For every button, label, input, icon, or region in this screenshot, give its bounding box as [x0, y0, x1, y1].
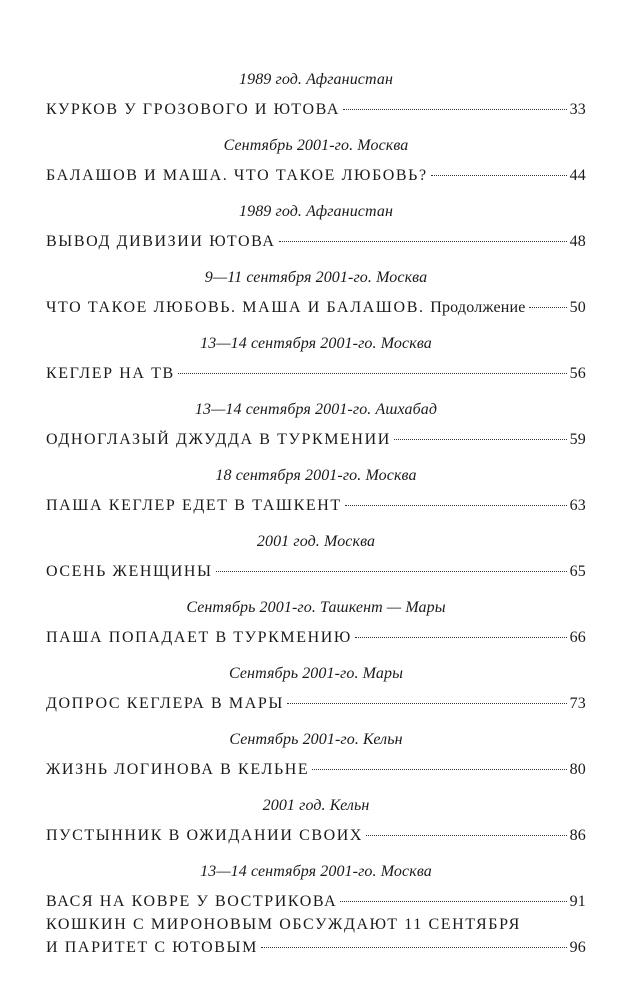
dot-leader — [261, 947, 567, 948]
entry-title: ОСЕНЬ ЖЕНЩИНЫ — [46, 563, 213, 580]
table-of-contents — [46, 70, 586, 959]
dot-leader — [394, 439, 567, 440]
dot-leader — [340, 901, 566, 902]
entry-title: ВАСЯ НА КОВРЕ У ВОСТРИКОВА — [46, 893, 338, 910]
page-number: 48 — [569, 233, 586, 250]
toc-entry — [46, 627, 586, 649]
dot-leader — [529, 307, 567, 308]
section-heading: Сентябрь 2001-го. Мары — [228, 665, 404, 682]
page-number: 91 — [569, 893, 586, 910]
page-number: 96 — [569, 939, 586, 956]
toc-entry — [46, 495, 586, 517]
section-heading: Сентябрь 2001-го. Кельн — [229, 731, 403, 748]
toc-entry — [46, 231, 586, 253]
entry-title: ЖИЗНЬ ЛОГИНОВА В КЕЛЬНЕ — [46, 761, 310, 778]
page-number: 73 — [569, 695, 586, 712]
toc-entry — [46, 891, 586, 913]
dot-leader — [343, 109, 567, 110]
entry-subtitle: Продолжение — [430, 299, 526, 316]
section-heading: 13—14 сентября 2001-го. Москва — [200, 335, 432, 352]
dot-leader — [178, 373, 567, 374]
dot-leader — [216, 571, 567, 572]
entry-title: КЕГЛЕР НА ТВ — [46, 365, 175, 382]
toc-entry — [46, 937, 586, 959]
toc-section — [46, 70, 586, 121]
toc-entry — [46, 561, 586, 583]
entry-title — [46, 297, 526, 319]
dot-leader — [312, 769, 566, 770]
section-heading: 18 сентября 2001-го. Москва — [215, 467, 417, 484]
section-heading: 1989 год. Афганистан — [239, 71, 393, 88]
toc-section — [46, 664, 586, 715]
page-number: 59 — [569, 431, 586, 448]
toc-entry — [46, 297, 586, 319]
toc-section — [46, 202, 586, 253]
entry-title: ПУСТЫННИК В ОЖИДАНИИ СВОИХ — [46, 827, 364, 844]
toc-entry — [46, 693, 586, 715]
page-number: 86 — [569, 827, 586, 844]
section-heading: 9—11 сентября 2001-го. Москва — [204, 269, 428, 286]
toc-entry — [46, 429, 586, 451]
toc-entry-multiline — [46, 914, 586, 959]
page-number: 66 — [569, 629, 586, 646]
toc-section — [46, 466, 586, 517]
toc-section — [46, 796, 586, 847]
dot-leader — [431, 175, 567, 176]
toc-section — [46, 400, 586, 451]
entry-title: И ПАРИТЕТ С ЮТОВЫМ — [46, 939, 258, 956]
toc-section — [46, 862, 586, 959]
section-heading: Сентябрь 2001-го. Ташкент — Мары — [186, 599, 446, 616]
entry-title-line1: КОШКИН С МИРОНОВЫМ ОБСУЖДАЮТ 11 СЕНТЯБРЯ — [46, 916, 521, 933]
page-number: 44 — [569, 167, 586, 184]
toc-entry — [46, 99, 586, 121]
toc-entry — [46, 165, 586, 187]
entry-title: ПАША КЕГЛЕР ЕДЕТ В ТАШКЕНТ — [46, 497, 342, 514]
section-heading: Сентябрь 2001-го. Москва — [223, 137, 409, 154]
entry-title: ОДНОГЛАЗЫЙ ДЖУДДА В ТУРКМЕНИИ — [46, 431, 391, 448]
page-number: 56 — [569, 365, 586, 382]
dot-leader — [287, 703, 567, 704]
toc-section — [46, 730, 586, 781]
toc-entry — [46, 759, 586, 781]
section-heading: 2001 год. Кельн — [262, 797, 370, 814]
dot-leader — [366, 835, 567, 836]
toc-section — [46, 598, 586, 649]
toc-entry — [46, 825, 586, 847]
page-number: 50 — [569, 299, 586, 316]
page-number: 65 — [569, 563, 586, 580]
dot-leader — [345, 505, 567, 506]
section-heading: 13—14 сентября 2001-го. Ашхабад — [194, 401, 438, 418]
toc-section — [46, 532, 586, 583]
page-number: 80 — [569, 761, 586, 778]
section-heading: 13—14 сентября 2001-го. Москва — [200, 863, 432, 880]
section-heading: 1989 год. Афганистан — [239, 203, 393, 220]
entry-title: ПАША ПОПАДАЕТ В ТУРКМЕНИЮ — [46, 629, 352, 646]
toc-entry — [46, 363, 586, 385]
toc-section — [46, 334, 586, 385]
entry-title: КУРКОВ У ГРОЗОВОГО И ЮТОВА — [46, 101, 341, 118]
page-number: 63 — [569, 497, 586, 514]
dot-leader — [279, 241, 567, 242]
entry-title: ВЫВОД ДИВИЗИИ ЮТОВА — [46, 233, 276, 250]
entry-title-main: ЧТО ТАКОЕ ЛЮБОВЬ. МАША И БАЛАШОВ. — [46, 299, 425, 316]
section-heading: 2001 год. Москва — [256, 533, 376, 550]
dot-leader — [355, 637, 567, 638]
page-number: 33 — [569, 101, 586, 118]
entry-title: БАЛАШОВ И МАША. ЧТО ТАКОЕ ЛЮБОВЬ? — [46, 167, 428, 184]
toc-section — [46, 136, 586, 187]
entry-title: ДОПРОС КЕГЛЕРА В МАРЫ — [46, 695, 284, 712]
toc-section — [46, 268, 586, 319]
